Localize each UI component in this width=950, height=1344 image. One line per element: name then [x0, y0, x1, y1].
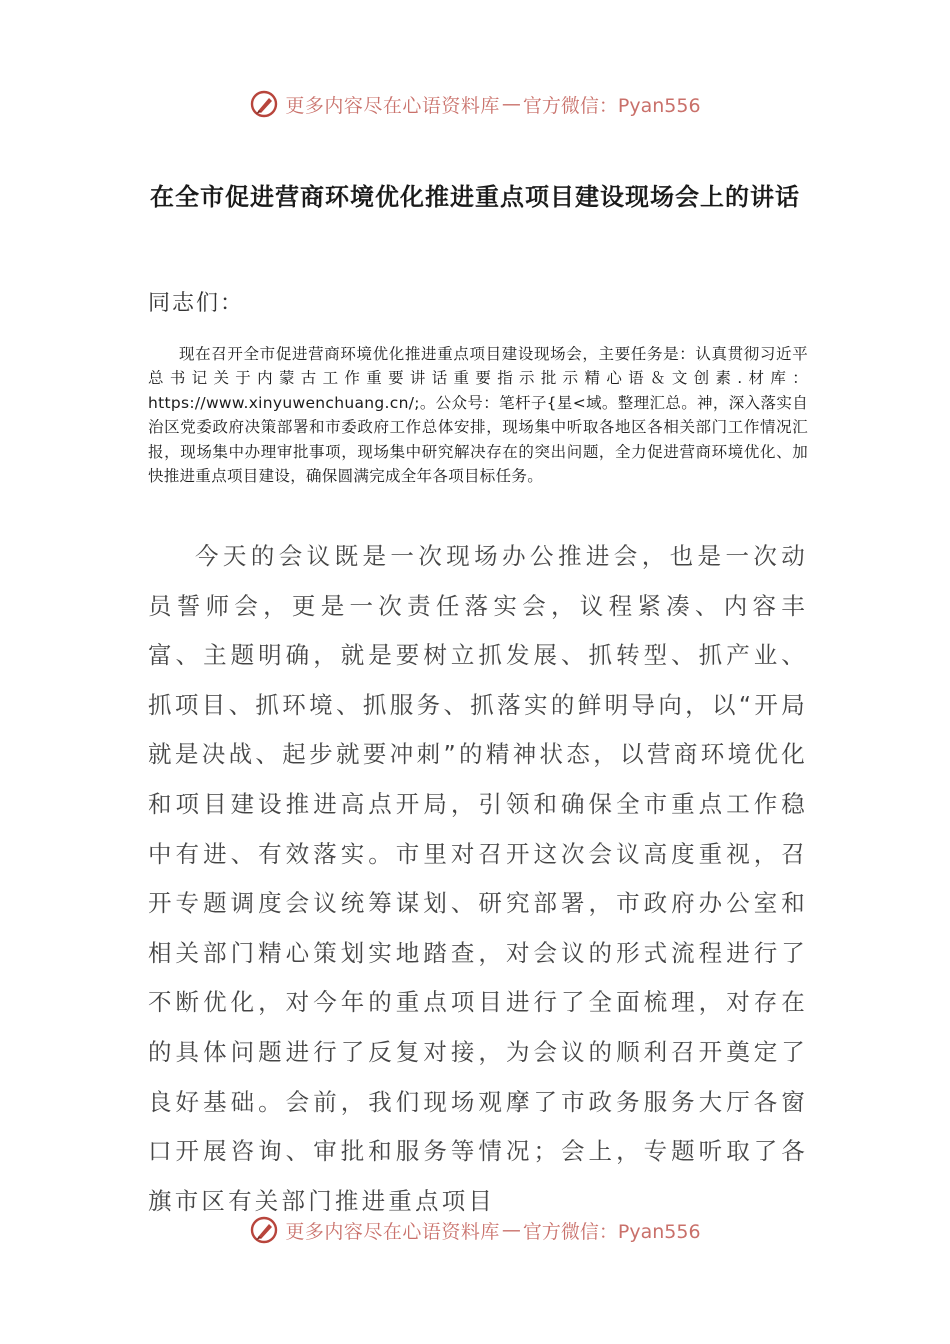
intro-paragraph: 现在召开全市促进营商环境优化推进重点项目建设现场会，主要任务是：认真贯彻习近平总书记关于内蒙古工作重要讲话重要指示批示精心语＆文创素.材库：https://www.xinyuwenchuang.cn/;。公众号：笔杆子{星<域。整理汇总。神，深入落实自治区党委政府决策部署和市委政府工作总体安排，现场集中听取各地区各相关部门工作情况汇报，现场集中办理审批事项，现场集中研究解决存在的突出问题，全力促进营商环境优化、加快推进重点项目建设，确保圆满完成全年各项目标任务。: [148, 345, 808, 486]
salutation: 同志们：: [148, 291, 245, 316]
banner-brand-text: 更多内容尽在心语资料库: [285, 94, 500, 117]
header-banner: [0, 84, 950, 124]
body-paragraph: 今天的会议既是一次现场办公推进会，也是一次动员誓师会，更是一次责任落实会，议程紧凑、内容丰富、主题明确，就是要树立抓发展、抓转型、抓产业、抓项目、抓环境、抓服务、抓落实的鲜明导向，以“开局就是决战、起步就要冲刺”的精神状态，以营商环境优化和项目建设推进高点开局，引领和确保全市重点工作稳中有进、有效落实。市里对召开这次会议高度重视，召开专题调度会议统筹谋划、研究部署，市政府办公室和相关部门精心策划实地踏查，对会议的形式流程进行了不断优化，对今年的重点项目进行了全面梳理，对存在的具体问题进行了反复对接，为会议的顺利召开奠定了良好基础。会前，我们现场观摩了市政务服务大厅各窗口开展咨询、审批和服务等情况；会上，专题听取了各旗市区有关部门推进重点项目: [148, 542, 808, 1215]
document-title: 在全市促进营商环境优化推进重点项目建设现场会上的讲话: [150, 183, 800, 211]
banner-brand-text: 更多内容尽在心语资料库: [285, 1220, 500, 1243]
banner-wechat-text: 官方微信：Pyan556: [522, 94, 701, 117]
banner-separator: —: [501, 93, 521, 115]
footer-banner: [0, 1210, 950, 1250]
pen-logo-icon: [249, 1215, 279, 1245]
banner-separator: —: [501, 1219, 521, 1241]
banner-wechat-text: 官方微信：Pyan556: [522, 1220, 701, 1243]
pen-logo-icon: [249, 89, 279, 119]
